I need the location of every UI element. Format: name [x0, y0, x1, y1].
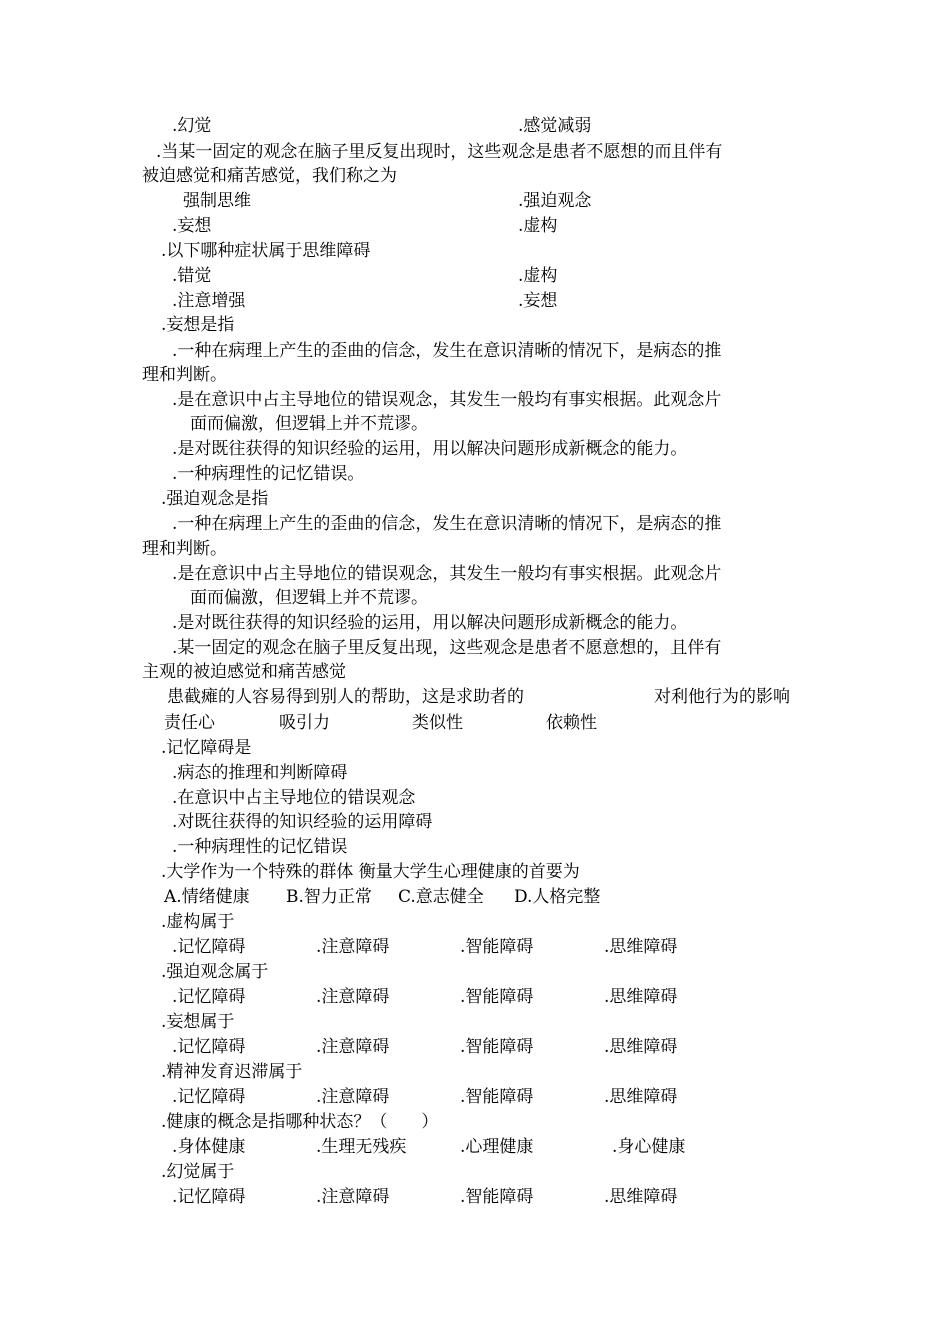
option-text: 主观的被迫感觉和痛苦感觉 [142, 662, 346, 682]
question-text: .强迫观念属于 [161, 962, 269, 982]
option-text: .对既往获得的知识经验的运用障碍 [172, 812, 433, 832]
option-text: .智能障碍 [460, 987, 534, 1007]
option-text: .思维障碍 [604, 1187, 678, 1207]
option-text: .注意障碍 [316, 937, 390, 957]
option-text: .智能障碍 [460, 1187, 534, 1207]
option-text: .注意障碍 [316, 1037, 390, 1057]
option-text: .记忆障碍 [172, 1087, 246, 1107]
option-text: .记忆障碍 [172, 987, 246, 1007]
question-text: .大学作为一个特殊的群体 衡量大学生心理健康的首要为 [161, 862, 580, 882]
option-text: .生理无残疾 [316, 1137, 407, 1157]
option-text: 类似性 [412, 713, 463, 733]
option-text: .一种在病理上产生的歪曲的信念，发生在意识清晰的情况下，是病态的推 [172, 341, 722, 361]
option-text: .智能障碍 [460, 1087, 534, 1107]
option-text: D.人格完整 [514, 887, 601, 907]
option-text: .是在意识中占主导地位的错误观念，其发生一般均有事实根据。此观念片 [172, 390, 722, 410]
option-text: 吸引力 [279, 713, 330, 733]
option-text: .记忆障碍 [172, 937, 246, 957]
option-text: .注意障碍 [316, 1187, 390, 1207]
option-sensory-decrease: .感觉减弱 [518, 116, 592, 136]
option-text: .虚构 [518, 266, 558, 286]
option-text: .智能障碍 [460, 937, 534, 957]
option-text: .注意障碍 [316, 987, 390, 1007]
question-text: .强迫观念是指 [161, 489, 269, 509]
option-text: .思维障碍 [604, 1087, 678, 1107]
option-text: .是对既往获得的知识经验的运用，用以解决问题形成新概念的能力。 [172, 439, 688, 459]
option-text: 理和判断。 [142, 539, 227, 559]
option-hallucination: .幻觉 [172, 116, 212, 136]
option-text: 依赖性 [546, 713, 597, 733]
option-text: .身体健康 [172, 1137, 246, 1157]
option-text: 面而偏激，但逻辑上并不荒谬。 [190, 414, 428, 434]
option-text: .身心健康 [612, 1137, 686, 1157]
option-text: A.情绪健康 [164, 887, 250, 907]
option-text: .一种病理性的记忆错误 [172, 837, 348, 857]
question-text: .健康的概念是指哪种状态？（ ） [161, 1112, 439, 1132]
question-text: 对利他行为的影响 [654, 687, 790, 707]
option-text: .强迫观念 [518, 191, 592, 211]
option-text: .思维障碍 [604, 1037, 678, 1057]
option-text: .是在意识中占主导地位的错误观念，其发生一般均有事实根据。此观念片 [172, 564, 722, 584]
question-text: 被迫感觉和痛苦感觉，我们称之为 [142, 166, 397, 186]
option-text: .妄想 [172, 216, 212, 236]
question-text: .虚构属于 [161, 912, 235, 932]
option-text: .思维障碍 [604, 987, 678, 1007]
option-text: .一种在病理上产生的歪曲的信念，发生在意识清晰的情况下，是病态的推 [172, 514, 722, 534]
question-text: 患截瘫的人容易得到别人的帮助，这是求助者的 [167, 687, 524, 707]
option-text: .一种病理性的记忆错误。 [172, 464, 365, 484]
option-text: .思维障碍 [604, 937, 678, 957]
question-text: .以下哪种症状属于思维障碍 [161, 241, 371, 261]
option-text: .在意识中占主导地位的错误观念 [172, 788, 416, 808]
option-text: 责任心 [164, 713, 215, 733]
question-text: .妄想是指 [161, 315, 235, 335]
option-text: C.意志健全 [398, 887, 484, 907]
option-text: .错觉 [172, 266, 212, 286]
option-text: 面而偏激，但逻辑上并不荒谬。 [190, 588, 428, 608]
question-text: .精神发育迟滞属于 [161, 1062, 303, 1082]
question-text: .当某一固定的观念在脑子里反复出现时，这些观念是患者不愿想的而且伴有 [156, 142, 723, 162]
option-text: .智能障碍 [460, 1037, 534, 1057]
option-text: .妄想 [518, 291, 558, 311]
option-text: B.智力正常 [286, 887, 372, 907]
option-text: 强制思维 [183, 191, 251, 211]
option-text: .虚构 [518, 216, 558, 236]
option-text: 理和判断。 [142, 365, 227, 385]
option-text: .是对既往获得的知识经验的运用，用以解决问题形成新概念的能力。 [172, 613, 688, 633]
option-text: .某一固定的观念在脑子里反复出现，这些观念是患者不愿意想的，且伴有 [172, 638, 722, 658]
option-text: .记忆障碍 [172, 1037, 246, 1057]
question-text: .幻觉属于 [161, 1162, 235, 1182]
question-text: .记忆障碍是 [161, 738, 252, 758]
option-text: .注意障碍 [316, 1087, 390, 1107]
option-text: .注意增强 [172, 291, 246, 311]
option-text: .病态的推理和判断障碍 [172, 763, 348, 783]
option-text: .心理健康 [460, 1137, 534, 1157]
question-text: .妄想属于 [161, 1012, 235, 1032]
option-text: .记忆障碍 [172, 1187, 246, 1207]
